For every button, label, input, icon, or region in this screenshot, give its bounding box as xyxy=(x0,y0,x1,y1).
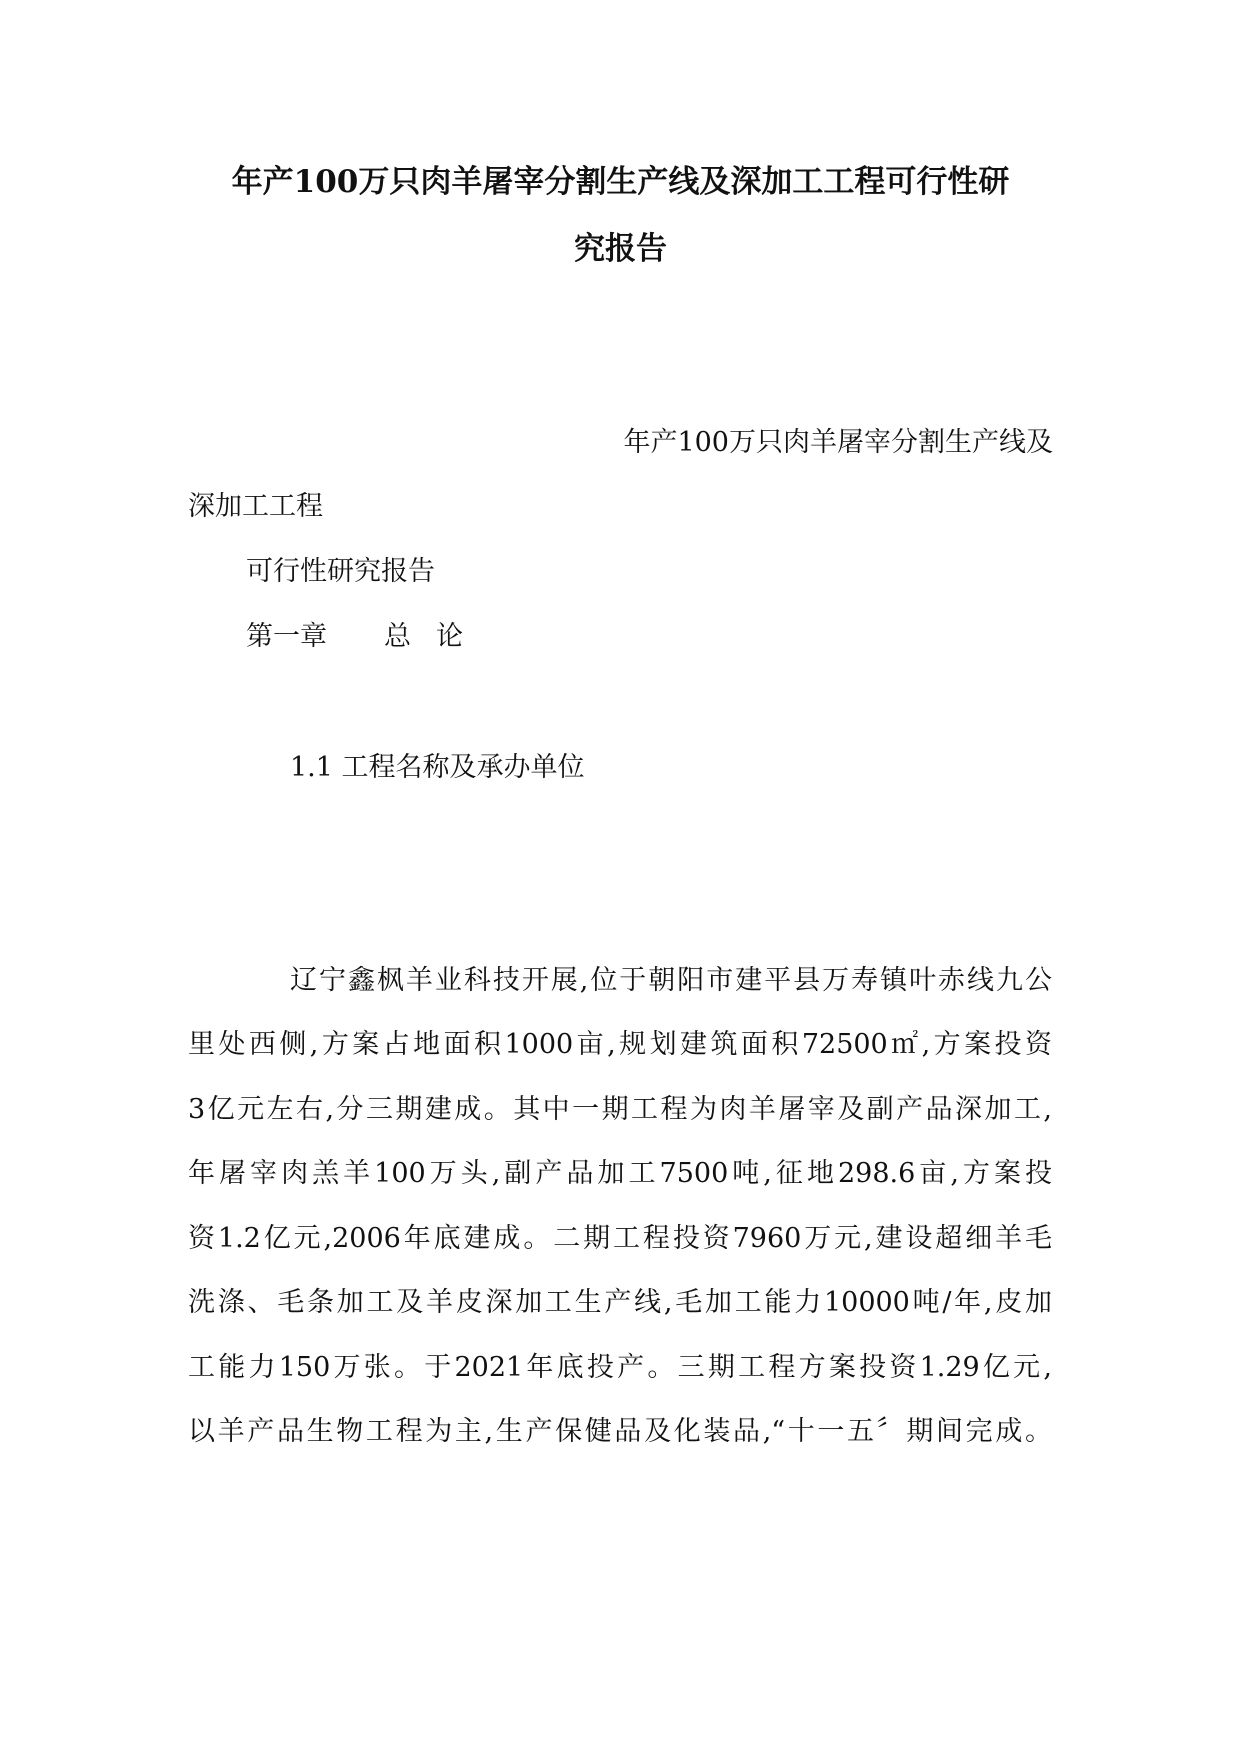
paragraph-line: 以羊产品生物工程为主,生产保健品及化装品,“十一五〞期间完成。 xyxy=(188,1416,1052,1447)
subtitle-line-2: 深加工工程 xyxy=(188,491,323,522)
paragraph-line: 辽宁鑫枫羊业科技开展,位于朝阳市建平县万寿镇叶赤线九公 xyxy=(290,965,1052,996)
chapter-heading xyxy=(246,617,463,657)
chapter-title-char-1: 总 xyxy=(384,621,411,652)
document-title-line-1: 年产100万只肉羊屠宰分割生产线及深加工工程可行性研 xyxy=(231,164,1010,200)
section-heading: 1.1 工程名称及承办单位 xyxy=(290,752,585,783)
paragraph-line: 资1.2亿元,2006年底建成。二期工程投资7960万元,建设超细羊毛 xyxy=(188,1223,1052,1254)
subtitle-line-1: 年产100万只肉羊屠宰分割生产线及 xyxy=(623,427,1053,458)
paragraph-line: 里处西侧,方案占地面积1000亩,规划建筑面积72500㎡,方案投资 xyxy=(188,1029,1052,1060)
paragraph-line: 3亿元左右,分三期建成。其中一期工程为肉羊屠宰及副产品深加工, xyxy=(188,1094,1052,1125)
subtitle-line-3: 可行性研究报告 xyxy=(246,556,435,587)
paragraph-line: 工能力150万张。于2021年底投产。三期工程方案投资1.29亿元, xyxy=(188,1352,1052,1383)
document-title-line-2: 究报告 xyxy=(574,231,667,267)
paragraph-line: 洗涤、毛条加工及羊皮深加工生产线,毛加工能力10000吨/年,皮加 xyxy=(188,1287,1052,1318)
paragraph-line: 年屠宰肉羔羊100万头,副产品加工7500吨,征地298.6亩,方案投 xyxy=(188,1158,1052,1189)
chapter-number: 第一章 xyxy=(246,621,327,652)
chapter-title-char-2: 论 xyxy=(436,621,463,652)
